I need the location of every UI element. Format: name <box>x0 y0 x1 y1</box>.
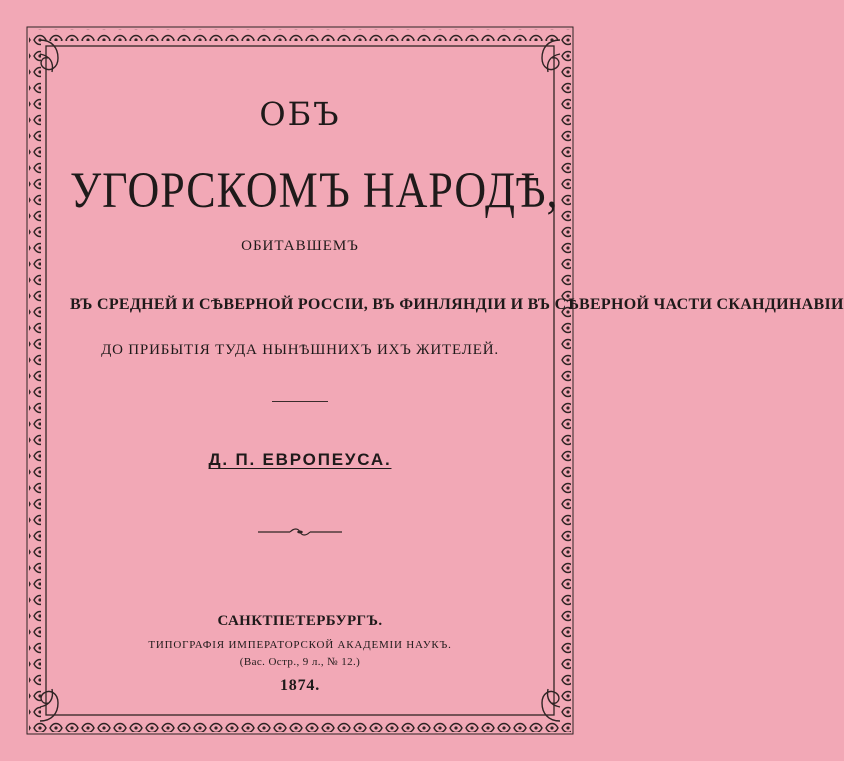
divider-short <box>272 401 328 402</box>
title-line-3: ОБИТАВШЕМЪ <box>241 238 359 254</box>
imprint-printer: ТИПОГРАФІЯ ИМПЕРАТОРСКОЙ АКАДЕМІИ НАУКЪ. <box>148 639 452 651</box>
title-line-1: ОБЪ <box>259 95 341 133</box>
title-line-4: ВЪ СРЕДНЕЙ И СѢВЕРНОЙ РОССІИ, ВЪ ФИНЛЯНДІИ И ВЪ СѢВЕРНОЙ ЧАСТИ СКАНДИНАВІИ <box>70 296 844 313</box>
imprint-city: САНКТПЕТЕРБУРГЪ. <box>217 613 383 629</box>
title-line-2: УГОРСКОМЪ НАРОДѢ, <box>70 162 559 219</box>
ornamental-divider-icon <box>258 528 342 536</box>
author-name: Д. П. ЕВРОПЕУСА. <box>208 450 392 469</box>
imprint-year: 1874. <box>280 677 320 694</box>
imprint-address: (Вас. Остр., 9 л., № 12.) <box>239 656 361 668</box>
title-page-content <box>70 0 844 761</box>
title-line-5: ДО ПРИБЫТІЯ ТУДА НЫНѢШНИХЪ ИХЪ ЖИТЕЛЕЙ. <box>101 342 499 358</box>
